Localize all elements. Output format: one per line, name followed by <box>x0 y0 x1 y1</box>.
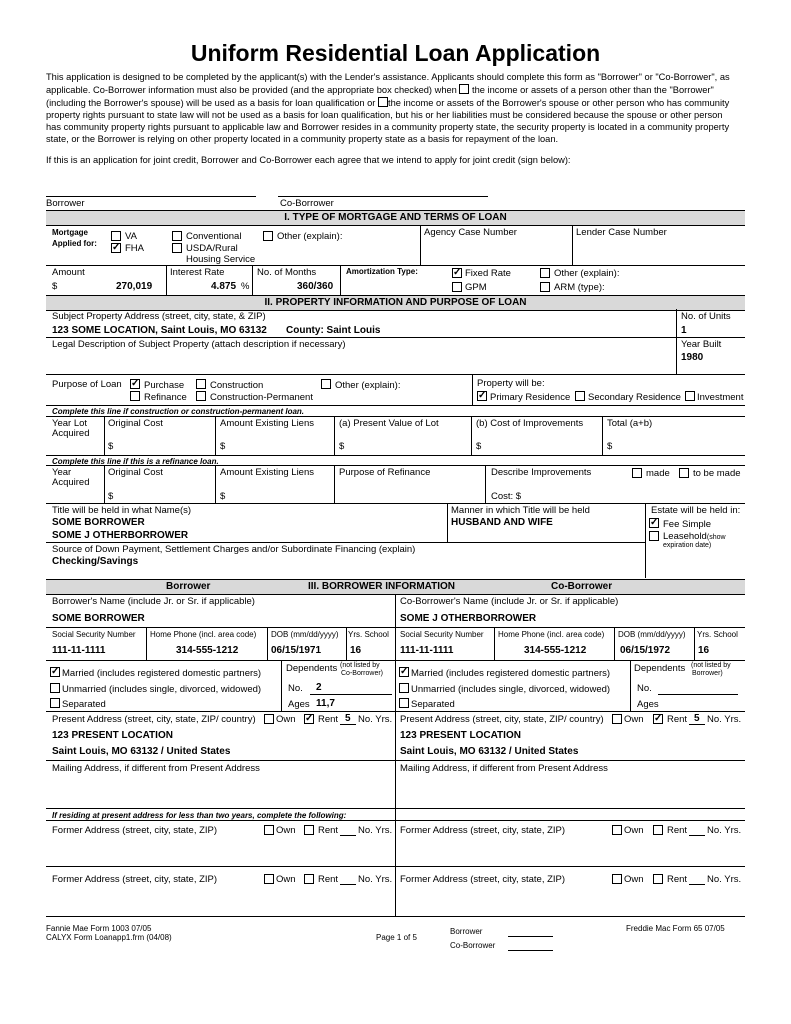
divider <box>46 265 745 266</box>
borrower-signature-line[interactable] <box>46 196 256 197</box>
divider <box>420 225 421 265</box>
divider <box>46 416 745 417</box>
dollar-sign: $ <box>108 491 114 502</box>
divider <box>334 465 335 503</box>
construction-line-note: Complete this line if construction or construction-permanent loan. <box>52 407 305 416</box>
divider <box>645 503 646 578</box>
purpose-other-label: Other (explain): <box>335 380 401 391</box>
borrower-former-address-label-2: Former Address (street, city, state, ZIP) <box>52 874 218 885</box>
va-checkbox[interactable] <box>111 231 121 241</box>
construction-label: Construction <box>210 380 264 391</box>
coborrower-address-line-2[interactable]: Saint Louis, MO 63132 / United States <box>400 746 579 757</box>
amount-label: Amount <box>52 267 85 278</box>
to-be-made-checkbox[interactable] <box>679 468 689 478</box>
coborrower-mailing-label: Mailing Address, if different from Present Address <box>400 763 608 774</box>
title-name-1[interactable]: SOME BORROWER <box>52 517 145 528</box>
title-held-label: Title will be held in what Name(s) <box>52 505 192 516</box>
divider <box>46 627 745 628</box>
not-listed-label-2: Co-Borrower) <box>341 670 384 677</box>
borrower-own-checkbox[interactable] <box>264 714 274 724</box>
conventional-checkbox[interactable] <box>172 231 182 241</box>
intro-line: (including the Borrower's spouse) will be used as a basis for loan qualification or <box>46 98 376 108</box>
manner-value[interactable]: HUSBAND AND WIFE <box>451 517 553 528</box>
footer-coborrower-initials[interactable] <box>508 950 553 951</box>
coborrower-former-rent-checkbox[interactable] <box>653 825 663 835</box>
borrower-mailing-label: Mailing Address, if different from Present Address <box>52 763 260 774</box>
not-listed-label-2: Borrower) <box>692 670 723 677</box>
borrower-yrs-school[interactable]: 16 <box>350 645 362 656</box>
no-yrs-label: No. Yrs. <box>707 874 742 885</box>
legal-description-label: Legal Description of Subject Property (attach description if necessary) <box>52 339 346 350</box>
former-address-note: If residing at present address for less than two years, complete the following: <box>52 811 347 820</box>
intro-line: has community property rights pursuant to applicable law and Borrower resides in a community property state, the security property is located in a community property <box>46 122 730 132</box>
dependents-ages-value[interactable]: 11,7 <box>316 698 335 709</box>
coborrower-name-label: Co-Borrower's Name (include Jr. or Sr. if applicable) <box>400 596 619 607</box>
column-divider <box>395 594 396 916</box>
other-mortgage-checkbox[interactable] <box>263 231 273 241</box>
units-value[interactable]: 1 <box>681 325 687 336</box>
borrower-ssn-label: Social Security Number <box>52 630 136 639</box>
divider <box>689 835 705 836</box>
separated-label: Separated <box>411 699 455 710</box>
usda-label: USDA/Rural <box>186 243 238 254</box>
not-listed-label: (not listed by <box>340 662 380 669</box>
agency-case-label: Agency Case Number <box>424 227 517 238</box>
coborrower-phone[interactable]: 314-555-1212 <box>524 645 587 656</box>
own-label: Own <box>276 714 296 725</box>
year-label: Year <box>52 467 72 478</box>
divider <box>614 627 615 661</box>
secondary-residence-label: Secondary Residence <box>588 392 681 403</box>
divider <box>472 374 473 406</box>
usda-label-2: Housing Service <box>186 254 256 265</box>
mortgage-label: Mortgage <box>52 228 88 237</box>
coborrower-own-checkbox[interactable] <box>612 714 622 724</box>
refinance-line-note: Complete this line if this is a refinance loan. <box>52 457 219 466</box>
divider <box>46 503 745 504</box>
divider <box>572 225 573 265</box>
coborrower-ssn[interactable]: 111-11-1111 <box>400 645 454 656</box>
borrower-present-address-label: Present Address (street, city, state, ZIP/ country) <box>52 714 256 725</box>
separated-label: Separated <box>62 699 106 710</box>
coborrower-former-address-label: Former Address (street, city, state, ZIP) <box>400 825 566 836</box>
cost-label: Cost: $ <box>491 491 522 502</box>
divider <box>447 503 448 543</box>
subject-property-value[interactable]: 123 SOME LOCATION, Saint Louis, MO 63132 <box>52 325 267 336</box>
spouse-income-checkbox[interactable] <box>378 97 388 107</box>
dependents-no-value[interactable]: 2 <box>316 682 322 693</box>
no-yrs-label: No. Yrs. <box>358 714 393 725</box>
divider <box>471 416 472 456</box>
borrower-former-own-checkbox[interactable] <box>264 825 274 835</box>
amount-value[interactable]: 270,019 <box>116 281 153 292</box>
borrower-phone-label: Home Phone (incl. area code) <box>150 630 257 639</box>
months-value[interactable]: 360/360 <box>297 281 334 292</box>
borrower-address-line-2[interactable]: Saint Louis, MO 63132 / United States <box>52 746 231 757</box>
made-checkbox[interactable] <box>632 468 642 478</box>
manner-label: Manner in which Title will be held <box>451 505 590 516</box>
county-value[interactable]: County: Saint Louis <box>286 325 381 336</box>
gpm-checkbox[interactable] <box>452 282 462 292</box>
coborrower-present-address-label: Present Address (street, city, state, ZIP/ country) <box>400 714 604 725</box>
coborrower-former-own-checkbox[interactable] <box>612 825 622 835</box>
coborrower-rent-checkbox[interactable]: ✓ <box>654 713 663 724</box>
describe-improvements-label: Describe Improvements <box>491 467 592 478</box>
divider <box>310 694 392 695</box>
intro-paragraph <box>46 71 746 145</box>
unmarried-label: Unmarried (includes single, divorced, widowed) <box>411 684 611 695</box>
rent-label: Rent <box>318 714 339 725</box>
primary-residence-checkbox[interactable]: ✓ <box>478 390 487 401</box>
secondary-residence-checkbox[interactable] <box>575 391 585 401</box>
divider <box>494 627 495 661</box>
coborrower-former-rent-checkbox-2[interactable] <box>653 874 663 884</box>
coborrower-unmarried-checkbox[interactable] <box>399 683 409 693</box>
amount-existing-liens-label: Amount Existing Liens <box>220 418 314 429</box>
total-label: Total (a+b) <box>607 418 653 429</box>
coborrower-dob[interactable]: 06/15/1972 <box>620 645 671 656</box>
borrower-separated-checkbox[interactable] <box>50 698 60 708</box>
fee-simple-checkbox[interactable]: ✓ <box>650 517 659 528</box>
dependents-ages-label: Ages <box>637 699 659 710</box>
section-1-header: I. TYPE OF MORTGAGE AND TERMS OF LOAN <box>46 210 745 226</box>
divider <box>46 465 745 466</box>
coborrower-col-header: Co-Borrower <box>551 581 613 592</box>
divider <box>104 416 105 456</box>
fixed-rate-label: Fixed Rate <box>465 268 511 279</box>
borrower-married-checkbox[interactable]: ✓ <box>51 666 60 677</box>
own-label: Own <box>276 874 296 885</box>
borrower-rent-checkbox[interactable]: ✓ <box>305 713 314 724</box>
leasehold-checkbox[interactable] <box>649 531 659 541</box>
divider <box>146 627 147 661</box>
calyx-form: CALYX Form Loanapp1.frm (04/08) <box>46 933 172 942</box>
married-label: Married (includes registered domestic partners) <box>411 668 611 679</box>
divider <box>340 724 356 725</box>
borrower-signature-label: Borrower <box>46 198 85 209</box>
joint-credit-statement: If this is an application for joint credit, Borrower and Co-Borrower each agree that we intend to apply for joint credit (sign below): <box>46 155 571 165</box>
purchase-checkbox[interactable]: ✓ <box>131 378 140 389</box>
amort-other-label: Other (explain): <box>554 268 620 279</box>
subject-property-label: Subject Property Address (street, city, state, & ZIP) <box>52 311 266 322</box>
expiration-label: expiration date) <box>663 542 712 549</box>
to-be-made-label: to be made <box>693 468 741 479</box>
fee-simple-label: Fee Simple <box>663 519 712 530</box>
fixed-rate-checkbox[interactable]: ✓ <box>453 267 462 278</box>
source-down-payment-label: Source of Down Payment, Settlement Charges and/or Subordinate Financing (explain) <box>52 544 416 555</box>
divider <box>694 627 695 661</box>
rent-label: Rent <box>667 714 688 725</box>
arm-label: ARM (type): <box>554 282 605 293</box>
dependents-label: Dependents <box>634 663 686 674</box>
no-yrs-label: No. Yrs. <box>707 825 742 836</box>
coborrower-former-address-label-2: Former Address (street, city, state, ZIP) <box>400 874 566 885</box>
dollar-sign: $ <box>476 441 482 452</box>
rent-label: Rent <box>318 825 339 836</box>
year-lot-label-2: Acquired <box>52 428 90 439</box>
section-3-title: III. BORROWER INFORMATION <box>308 581 456 592</box>
coborrower-phone-label: Home Phone (incl. area code) <box>498 630 605 639</box>
divider <box>340 265 341 295</box>
borrower-former-rent-checkbox[interactable] <box>304 825 314 835</box>
divider <box>340 835 356 836</box>
footer-borrower-initials[interactable] <box>508 936 553 937</box>
dollar-sign: $ <box>607 441 613 452</box>
construction-perm-checkbox[interactable] <box>196 391 206 401</box>
own-label: Own <box>624 874 644 885</box>
intro-line: state, or the Borrower is relying on other property located in a community property state as a basis for repayment of the loan. <box>46 134 559 144</box>
divider <box>46 337 745 338</box>
borrower-dob[interactable]: 06/15/1971 <box>271 645 322 656</box>
divider <box>485 465 486 503</box>
married-label: Married (includes registered domestic partners) <box>62 668 262 679</box>
divider <box>346 627 347 661</box>
coborrower-rent-years[interactable]: 5 <box>694 713 700 724</box>
divider <box>46 916 745 917</box>
divider <box>340 884 356 885</box>
construction-perm-label: Construction-Permanent <box>210 392 313 403</box>
dollar-sign: $ <box>220 491 226 502</box>
months-label: No. of Months <box>257 267 317 278</box>
refi-original-cost-label: Original Cost <box>108 467 163 478</box>
year-acquired-label: Acquired <box>52 477 90 488</box>
year-built-value[interactable]: 1980 <box>681 352 704 363</box>
percent-sign: % <box>241 281 250 292</box>
coborrower-yrs-label: Yrs. School <box>697 630 738 639</box>
borrower-col-header: Borrower <box>166 581 211 592</box>
intro-line: the income or assets of a person other than the "Borrower" <box>472 85 714 95</box>
divider <box>658 694 738 695</box>
intro-line: property rights pursuant to state law will not be used as a basis for loan qualification, but his or her liabilities must be considered because the spouse or other person <box>46 110 723 120</box>
dependents-label: Dependents <box>286 663 338 674</box>
cost-improvements-label: (b) Cost of Improvements <box>476 418 584 429</box>
divider <box>252 265 253 295</box>
property-will-be-label: Property will be: <box>477 378 545 389</box>
interest-rate-label: Interest Rate <box>170 267 225 278</box>
coborrower-signature-label: Co-Borrower <box>280 198 334 209</box>
divider <box>166 265 167 295</box>
coborrower-ssn-label: Social Security Number <box>400 630 484 639</box>
coborrower-yrs-school[interactable]: 16 <box>698 645 710 656</box>
purpose-other-checkbox[interactable] <box>321 379 331 389</box>
own-label: Own <box>276 825 296 836</box>
coborrower-address-line-1[interactable]: 123 PRESENT LOCATION <box>400 730 521 741</box>
original-cost-label: Original Cost <box>108 418 163 429</box>
divider <box>630 660 631 711</box>
divider <box>334 416 335 456</box>
coborrower-former-own-checkbox-2[interactable] <box>612 874 622 884</box>
borrower-name[interactable]: SOME BORROWER <box>52 613 145 624</box>
coborrower-income-checkbox[interactable] <box>459 84 469 94</box>
no-yrs-label: No. Yrs. <box>358 825 393 836</box>
divider <box>46 808 745 809</box>
interest-rate-value[interactable]: 4.875 <box>211 281 237 292</box>
amort-other-checkbox[interactable] <box>540 268 550 278</box>
applied-for-label: Applied for: <box>52 239 97 248</box>
footer-borrower-label: Borrower <box>450 927 483 936</box>
borrower-former-address-label: Former Address (street, city, state, ZIP) <box>52 825 218 836</box>
page-number: Page 1 of 5 <box>376 933 417 942</box>
lender-case-label: Lender Case Number <box>576 227 667 238</box>
refinance-label: Refinance <box>144 392 187 403</box>
divider <box>46 711 745 712</box>
coborrower-name[interactable]: SOME J OTHERBORROWER <box>400 613 537 624</box>
divider <box>104 465 105 503</box>
fha-label: FHA <box>125 243 144 254</box>
fannie-mae-form: Fannie Mae Form 1003 07/05 <box>46 924 152 933</box>
unmarried-label: Unmarried (includes single, divorced, widowed) <box>62 684 262 695</box>
primary-residence-label: Primary Residence <box>490 392 571 403</box>
arm-checkbox[interactable] <box>540 282 550 292</box>
page-title: Uniform Residential Loan Application <box>190 40 601 66</box>
divider <box>46 542 646 543</box>
purchase-label: Purchase <box>144 380 185 391</box>
freddie-mac-form: Freddie Mac Form 65 07/05 <box>626 924 725 933</box>
coborrower-married-checkbox[interactable]: ✓ <box>400 666 409 677</box>
coborrower-dob-label: DOB (mm/dd/yyyy) <box>618 630 686 639</box>
dependents-ages-label: Ages <box>288 699 310 710</box>
divider <box>676 309 677 374</box>
divider <box>46 455 745 456</box>
usda-checkbox[interactable] <box>172 243 182 253</box>
year-built-label: Year Built <box>681 339 722 350</box>
borrower-yrs-label: Yrs. School <box>348 630 389 639</box>
leasehold-label: Leasehold(show <box>663 531 726 542</box>
conventional-label: Conventional <box>186 231 242 242</box>
divider <box>689 884 705 885</box>
borrower-dob-label: DOB (mm/dd/yyyy) <box>271 630 339 639</box>
present-value-label: (a) Present Value of Lot <box>339 418 439 429</box>
divider <box>215 416 216 456</box>
no-yrs-label: No. Yrs. <box>707 714 742 725</box>
section-2-header: II. PROPERTY INFORMATION AND PURPOSE OF LOAN <box>46 295 745 311</box>
made-label: made <box>646 468 670 479</box>
investment-label: Investment <box>697 392 744 403</box>
fha-checkbox[interactable]: ✓ <box>112 242 121 253</box>
borrower-ssn[interactable]: 111-11-1111 <box>52 645 106 656</box>
divider <box>602 416 603 456</box>
divider <box>46 866 745 867</box>
borrower-address-line-1[interactable]: 123 PRESENT LOCATION <box>52 730 173 741</box>
title-name-2[interactable]: SOME J OTHERBORROWER <box>52 530 189 541</box>
own-label: Own <box>624 825 644 836</box>
gpm-label: GPM <box>465 282 487 293</box>
construction-checkbox[interactable] <box>196 379 206 389</box>
source-down-payment-value[interactable]: Checking/Savings <box>52 556 139 567</box>
divider <box>46 820 745 821</box>
dollar-sign: $ <box>339 441 345 452</box>
divider <box>46 660 745 661</box>
dollar-sign: $ <box>220 441 226 452</box>
footer-coborrower-label: Co-Borrower <box>450 941 496 950</box>
divider <box>689 724 705 725</box>
no-yrs-label: No. Yrs. <box>358 874 393 885</box>
intro-line: the income or assets of the Borrower's spouse or other person who has community <box>388 98 730 108</box>
section-3-header <box>46 579 745 595</box>
divider <box>281 660 282 711</box>
borrower-name-label: Borrower's Name (include Jr. or Sr. if applicable) <box>52 596 255 607</box>
divider <box>46 760 745 761</box>
dollar-sign: $ <box>108 441 114 452</box>
refi-amount-liens-label: Amount Existing Liens <box>220 467 314 478</box>
not-listed-label: (not listed by <box>691 662 731 669</box>
coborrower-signature-line[interactable] <box>278 196 488 197</box>
purpose-label: Purpose of Loan <box>52 379 122 390</box>
intro-line: applicable. Co-Borrower information must also be provided (and the appropriate box checked) when <box>46 85 457 95</box>
dollar-sign: $ <box>52 281 58 292</box>
investment-checkbox[interactable] <box>685 391 695 401</box>
borrower-unmarried-checkbox[interactable] <box>50 683 60 693</box>
va-label: VA <box>125 231 137 242</box>
dependents-no-label: No. <box>288 683 303 694</box>
other-explain-label: Other (explain): <box>277 231 343 242</box>
divider <box>267 627 268 661</box>
coborrower-separated-checkbox[interactable] <box>399 698 409 708</box>
rent-label: Rent <box>318 874 339 885</box>
own-label: Own <box>624 714 644 725</box>
borrower-rent-years[interactable]: 5 <box>345 713 351 724</box>
year-lot-label: Year Lot <box>52 418 88 429</box>
divider <box>215 465 216 503</box>
dependents-no-label: No. <box>637 683 652 694</box>
borrower-former-rent-checkbox-2[interactable] <box>304 874 314 884</box>
amortization-label: Amortization Type: <box>346 267 418 276</box>
estate-label: Estate will be held in: <box>651 505 741 516</box>
purpose-refinance-label: Purpose of Refinance <box>339 467 431 478</box>
borrower-former-own-checkbox-2[interactable] <box>264 874 274 884</box>
rent-label: Rent <box>667 825 688 836</box>
rent-label: Rent <box>667 874 688 885</box>
units-label: No. of Units <box>681 311 731 322</box>
divider <box>46 374 745 375</box>
intro-line: This application is designed to be completed by the applicant(s) with the Lender's assistance. Applicants should complete this form as "Borrower" or "Co-Borrower", as <box>46 72 730 82</box>
borrower-phone[interactable]: 314-555-1212 <box>176 645 239 656</box>
divider <box>46 405 745 406</box>
refinance-checkbox[interactable] <box>130 391 140 401</box>
